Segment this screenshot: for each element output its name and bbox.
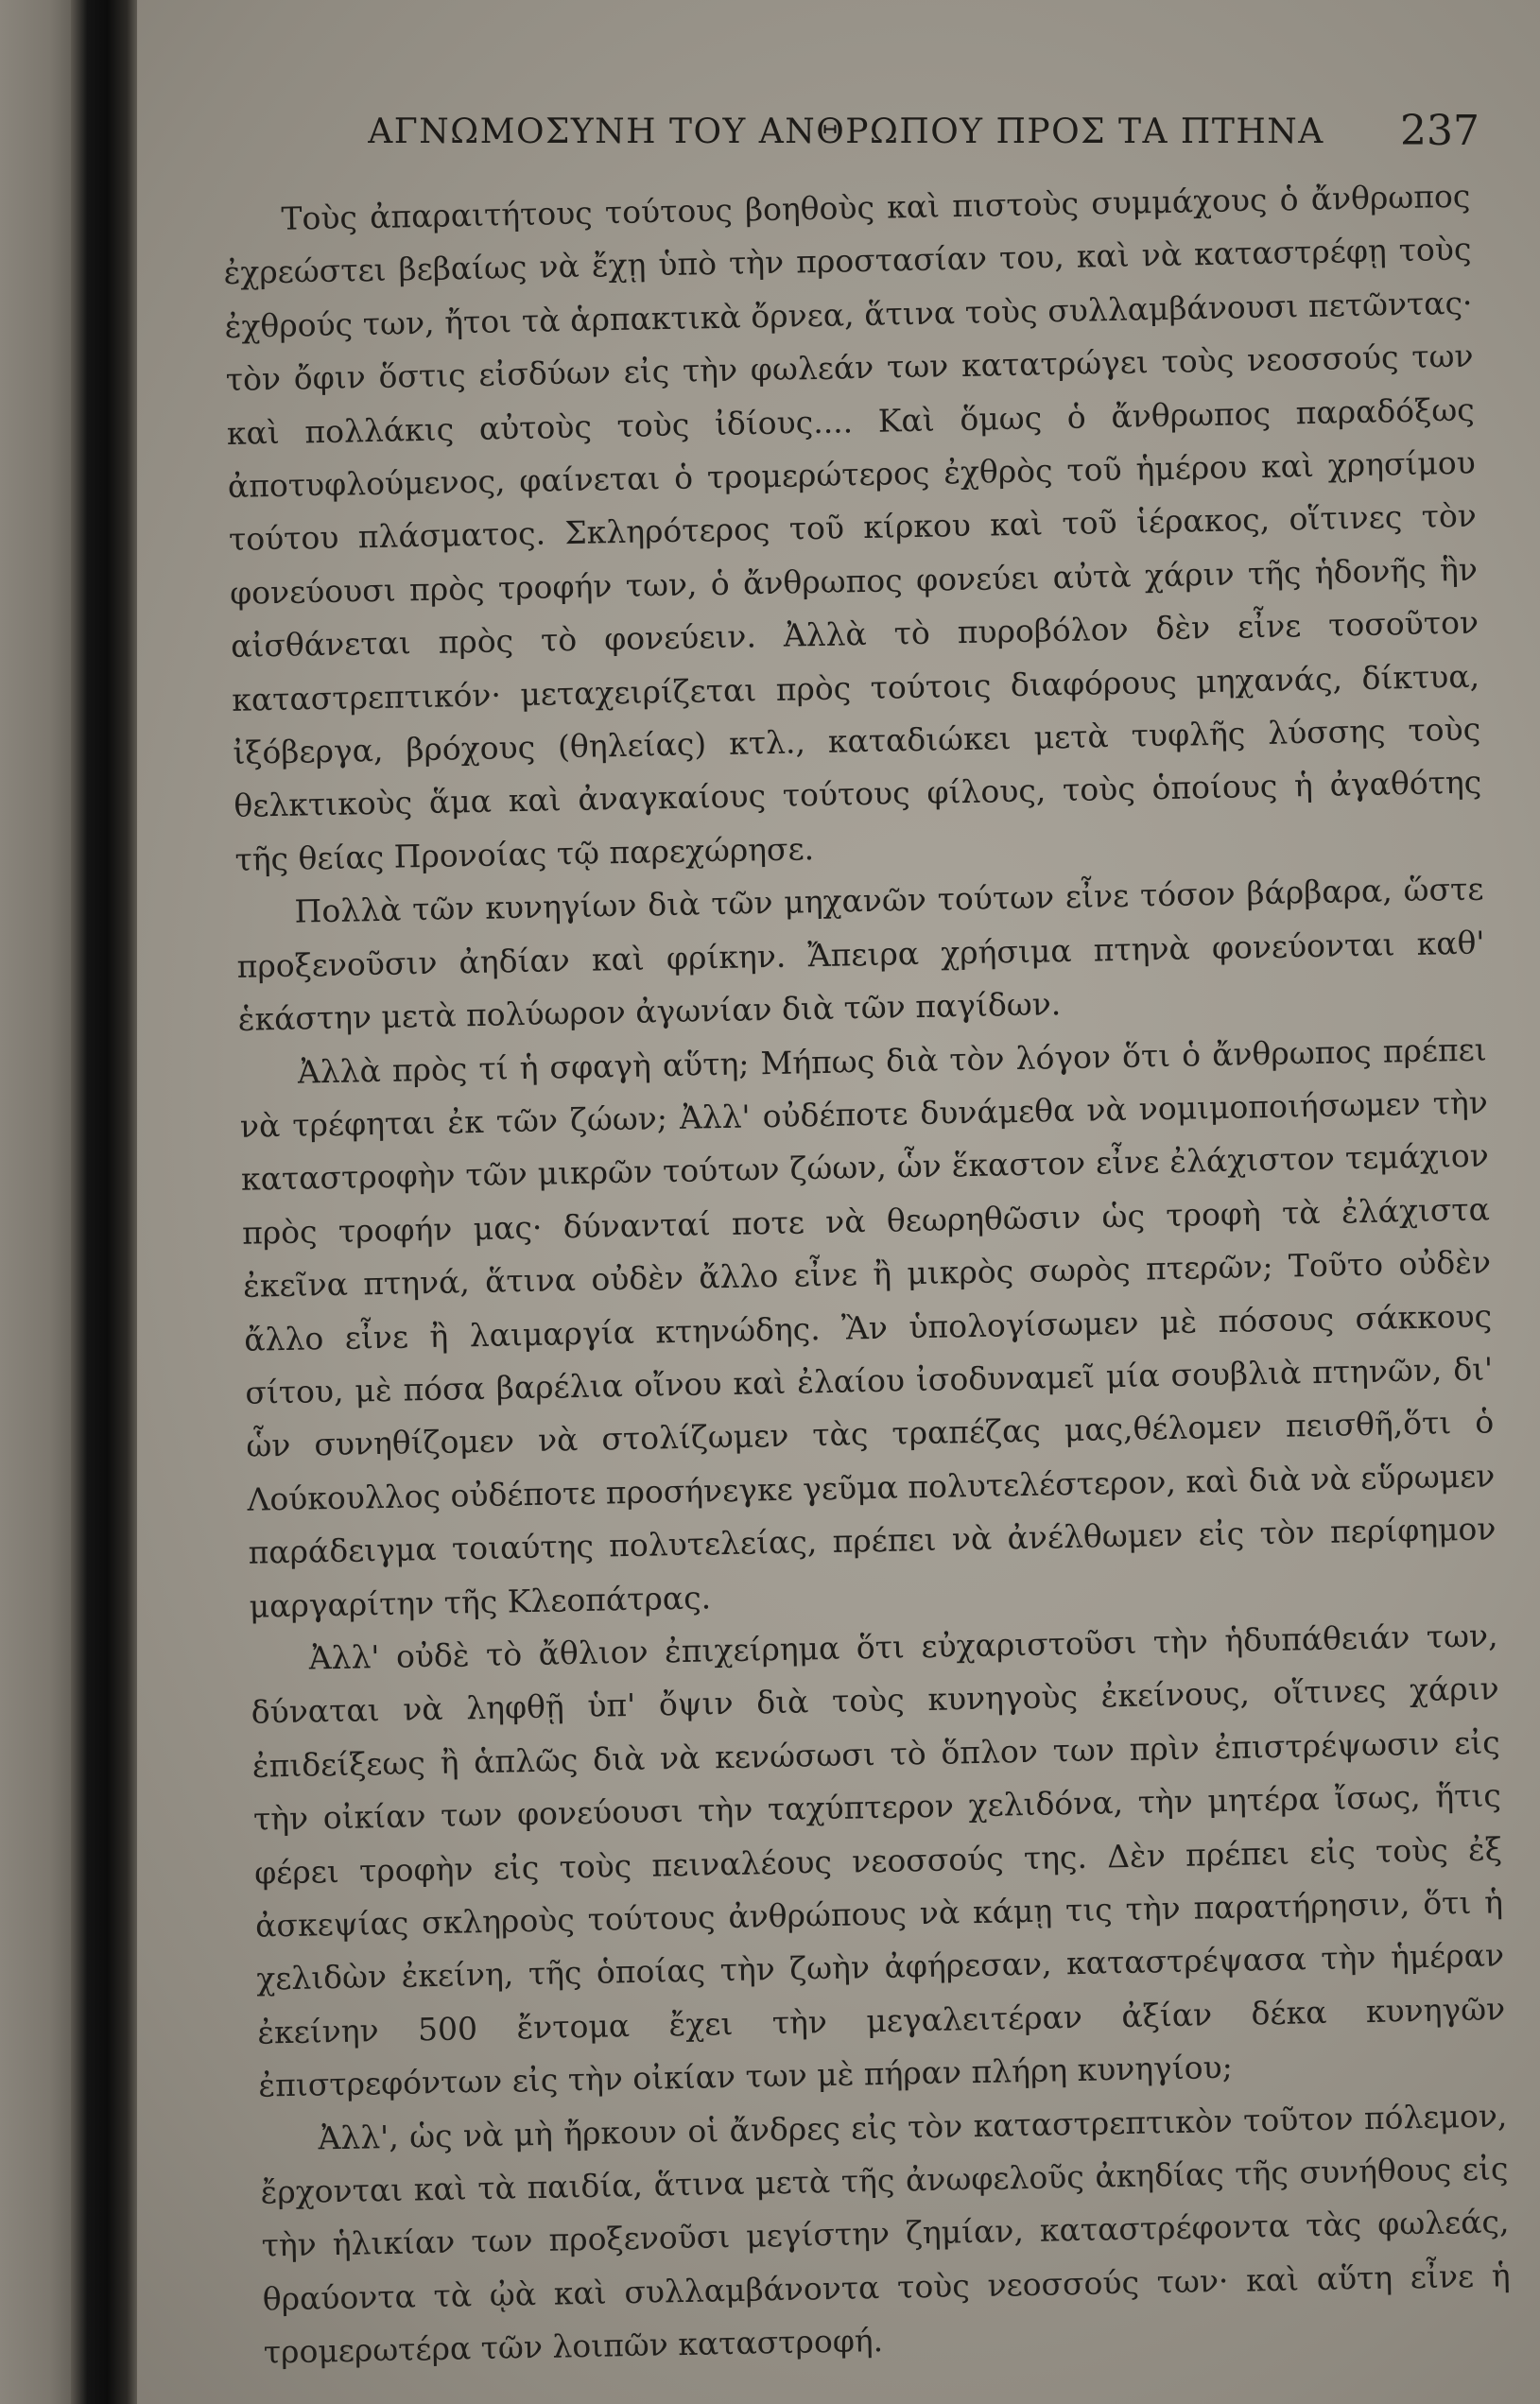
body-text [222,170,1512,2380]
paragraph-2: Πολλὰ τῶν κυνηγίων διὰ τῶν μηχανῶν τούτων εἶνε τόσον βάρβαρα, ὥστε προξενοῦσιν ἀηδίαν καὶ φρίκην. Ἄπειρα χρήσιμα πτηνὰ φονεύονται καθ' ἑκάστην μετὰ πολύωρον ἀγωνίαν διὰ τῶν παγίδων. [236,870,1485,1038]
book-page [213,99,1511,2371]
paragraph-3: Ἀλλὰ πρὸς τί ἡ σφαγὴ αὕτη; Μήπως διὰ τὸν λόγον ὅτι ὁ ἄνθρωπος πρέπει νὰ τρέφηται ἐκ τῶν ζώων; Ἀλλ' οὐδέποτε δυνάμεθα νὰ νομιμοποιήσωμεν τὴν καταστροφὴν τῶν μικρῶν τούτων ζώων, ὧν ἕκαστον εἶνε ἐλάχιστον τεμάχιον πρὸς τροφήν μας· δύνανταί ποτε νὰ θεωρηθῶσιν ὡς τροφὴ τὰ ἐλάχιστα ἐκεῖνα πτηνά, ἅτινα οὐδὲν ἄλλο εἶνε ἢ μικρὸς σωρὸς πτερῶν; Τοῦτο οὐδὲν ἄλλο εἶνε ἢ λαιμαργία κτηνώδης. Ἂν ὑπολογίσωμεν μὲ πόσους σάκκους σίτου, μὲ πόσα βαρέλια οἴνου καὶ ἐλαίου ἰσοδυναμεῖ μία σουβλιὰ πτηνῶν, δι' ὧν συνηθίζομεν νὰ στολίζωμεν τὰς τραπέζας μας,θέλομεν πεισθῆ,ὅτι ὁ Λούκουλλος οὐδέποτε προσήνεγκε γεῦμα πολυτελέστερον, καὶ διὰ νὰ εὕρωμεν παράδειγμα τοιαύτης πολυτελείας, πρέπει νὰ ἀνέλθωμεν εἰς τὸν περίφημον μαργαρίτην τῆς Κλεοπάτρας. [239,1029,1497,1625]
facing-page-edge [0,0,71,2404]
running-head [213,99,1479,165]
page-number: 237 [1400,107,1479,155]
paragraph-1: Τοὺς ἀπαραιτήτους τούτους βοηθοὺς καὶ πιστοὺς συμμάχους ὁ ἄνθρωπος ἐχρεώστει βεβαίως νὰ ἔχῃ ὑπὸ τὴν προστασίαν του, καὶ νὰ καταστρέφῃ τοὺς ἐχθρούς των, ἤτοι τὰ ἁρπακτικὰ ὄρνεα, ἅτινα τοὺς συλλαμβάνουσι πετῶντας· τὸν ὄφιν ὅστις εἰσδύων εἰς τὴν φωλεάν των κατατρώγει τοὺς νεοσσούς των καὶ πολλάκις αὐτοὺς τοὺς ἰδίους.... Καὶ ὅμως ὁ ἄνθρωπος παραδόξως ἀποτυφλούμενος, φαίνεται ὁ τρομερώτερος ἐχθρὸς τοῦ ἡμέρου καὶ χρησίμου τούτου πλάσματος. Σκληρότερος τοῦ κίρκου καὶ τοῦ ἱέρακος, οἵτινες τὸν φονεύουσι πρὸς τροφήν των, ὁ ἄνθρωπος φονεύει αὐτὰ χάριν τῆς ἡδονῆς ἣν αἰσθάνεται πρὸς τὸ φονεύειν. Ἀλλὰ τὸ πυροβόλον δὲν εἶνε τοσοῦτον καταστρεπτικόν· μεταχειρίζεται πρὸς τούτοις διαφόρους μηχανάς, δίκτυα, ἰξόβεργα, βρόχους (θηλείας) κτλ., καταδιώκει μετὰ τυφλῆς λύσσης τοὺς θελκτικοὺς ἅμα καὶ ἀναγκαίους τούτους φίλους, τοὺς ὁποίους ἡ ἀγαθότης τῆς θείας Προνοίας τῷ παρεχώρησε. [223,177,1482,878]
book-spine-gutter [71,0,137,2404]
paragraph-4: Ἀλλ' οὐδὲ τὸ ἄθλιον ἐπιχείρημα ὅτι εὐχαριστοῦσι τὴν ἡδυπάθειάν των, δύναται νὰ ληφθῇ ὑπ' ὄψιν διὰ τοὺς κυνηγοὺς ἐκείνους, οἵτινες χάριν ἐπιδείξεως ἢ ἁπλῶς διὰ νὰ κενώσωσι τὸ ὅπλον των πρὶν ἐπιστρέψωσιν εἰς τὴν οἰκίαν των φονεύουσι τὴν ταχύπτερον χελιδόνα, τὴν μητέρα ἴσως, ἥτις φέρει τροφὴν εἰς τοὺς πειναλέους νεοσσούς της. Δὲν πρέπει εἰς τοὺς ἐξ ἀσκεψίας σκληροὺς τούτους ἀνθρώπους νὰ κάμῃ τις τὴν παρατήρησιν, ὅτι ἡ χελιδὼν ἐκείνη, τῆς ὁποίας τὴν ζωὴν ἀφήρεσαν, καταστρέψασα τὴν ἡμέραν ἐκείνην 500 ἔντομα ἔχει τὴν μεγαλειτέραν ἀξίαν δέκα κυνηγῶν ἐπιστρεφόντων εἰς τὴν οἰκίαν των μὲ πήραν πλήρη κυνηγίου; [251,1617,1506,2104]
running-title: ΑΓΝΩΜΟΣΥΝΗ ΤΟΥ ΑΝΘΡΩΠΟΥ ΠΡΟΣ ΤΑ ΠΤΗΝΑ [368,112,1324,151]
paragraph-5: Ἀλλ', ὡς νὰ μὴ ἤρκουν οἱ ἄνδρες εἰς τὸν καταστρεπτικὸν τοῦτον πόλεμον, ἔρχονται καὶ τὰ παιδία, ἅτινα μετὰ τῆς ἀνωφελοῦς ἀκηδίας τῆς συνήθους εἰς τὴν ἡλικίαν των προξενοῦσι μεγίστην ζημίαν, καταστρέφοντα τὰς φωλεάς, θραύοντα τὰ ᾠὰ καὶ συλλαμβάνοντα τοὺς νεοσσούς των· καὶ αὕτη εἶνε ἡ τρομερωτέρα τῶν λοιπῶν καταστροφή. [260,2096,1511,2371]
